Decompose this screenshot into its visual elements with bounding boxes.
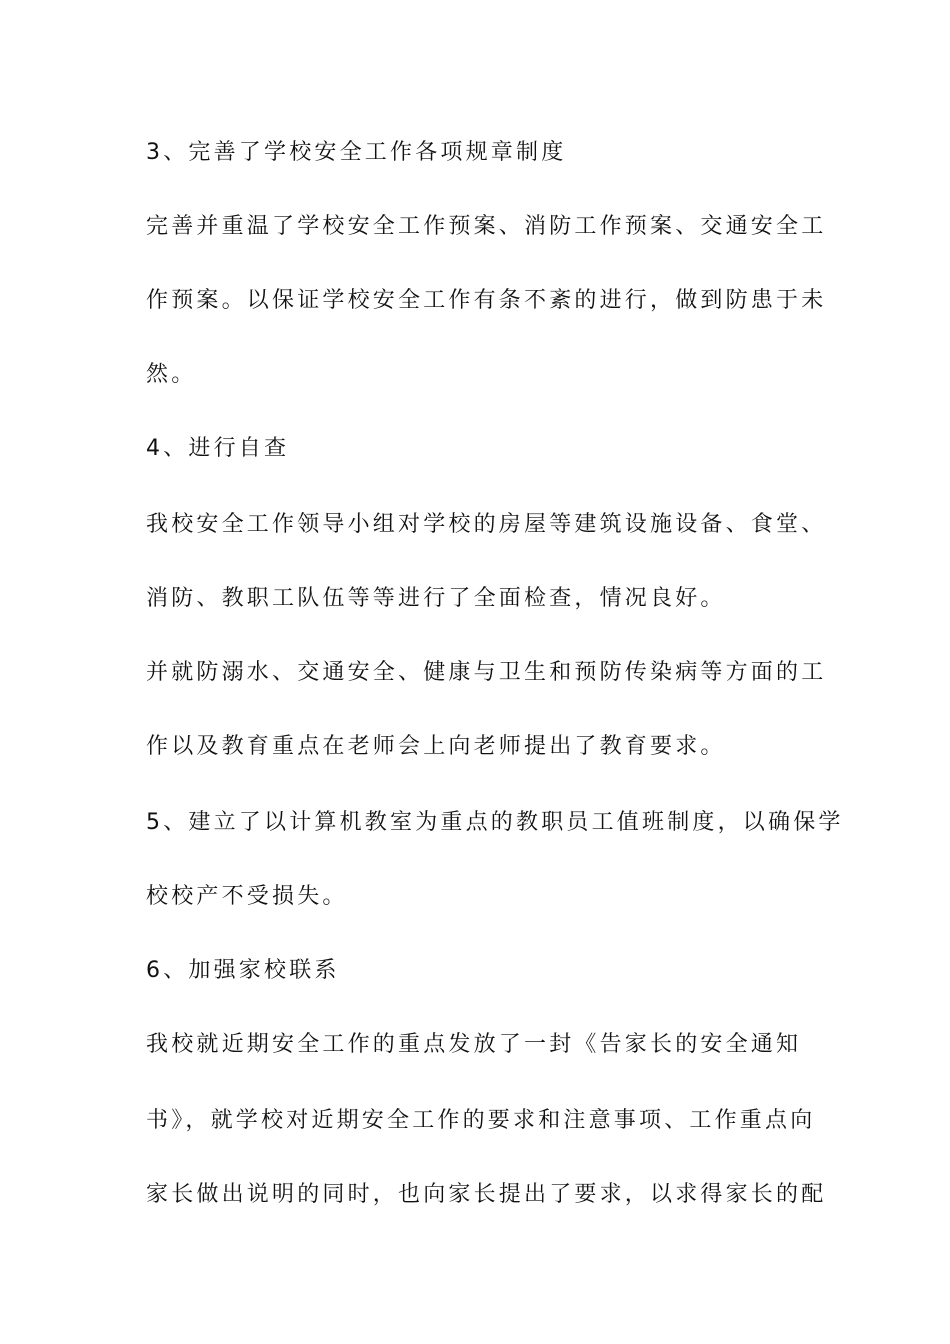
paragraph-line: 我校就近期安全工作的重点发放了一封《告家长的安全通知 [146,1032,802,1057]
paragraph-line: 然。 [146,362,197,387]
heading-section-3: 3、完善了学校安全工作各项规章制度 [146,140,567,165]
heading-section-6: 6、加强家校联系 [146,958,340,983]
paragraph-line: 作以及教育重点在老师会上向老师提出了教育要求。 [146,734,726,759]
paragraph-line: 作预案。以保证学校安全工作有条不紊的进行，做到防患于未 [146,288,827,313]
heading-section-5: 5、建立了以计算机教室为重点的教职员工值班制度，以确保学 [146,810,844,835]
paragraph-line: 校校产不受损失。 [146,884,348,909]
paragraph-line: 完善并重温了学校安全工作预案、消防工作预案、交通安全工 [146,214,827,239]
paragraph-line: 家长做出说明的同时，也向家长提出了要求，以求得家长的配 [146,1182,827,1207]
paragraph-line: 我校安全工作领导小组对学校的房屋等建筑设施设备、食堂、 [146,512,827,537]
heading-section-4: 4、进行自查 [146,436,290,461]
paragraph-line: 并就防溺水、交通安全、健康与卫生和预防传染病等方面的工 [146,660,827,685]
paragraph-line: 消防、教职工队伍等等进行了全面检查，情况良好。 [146,586,726,611]
paragraph-line: 书》，就学校对近期安全工作的要求和注意事项、工作重点向 [146,1108,816,1133]
